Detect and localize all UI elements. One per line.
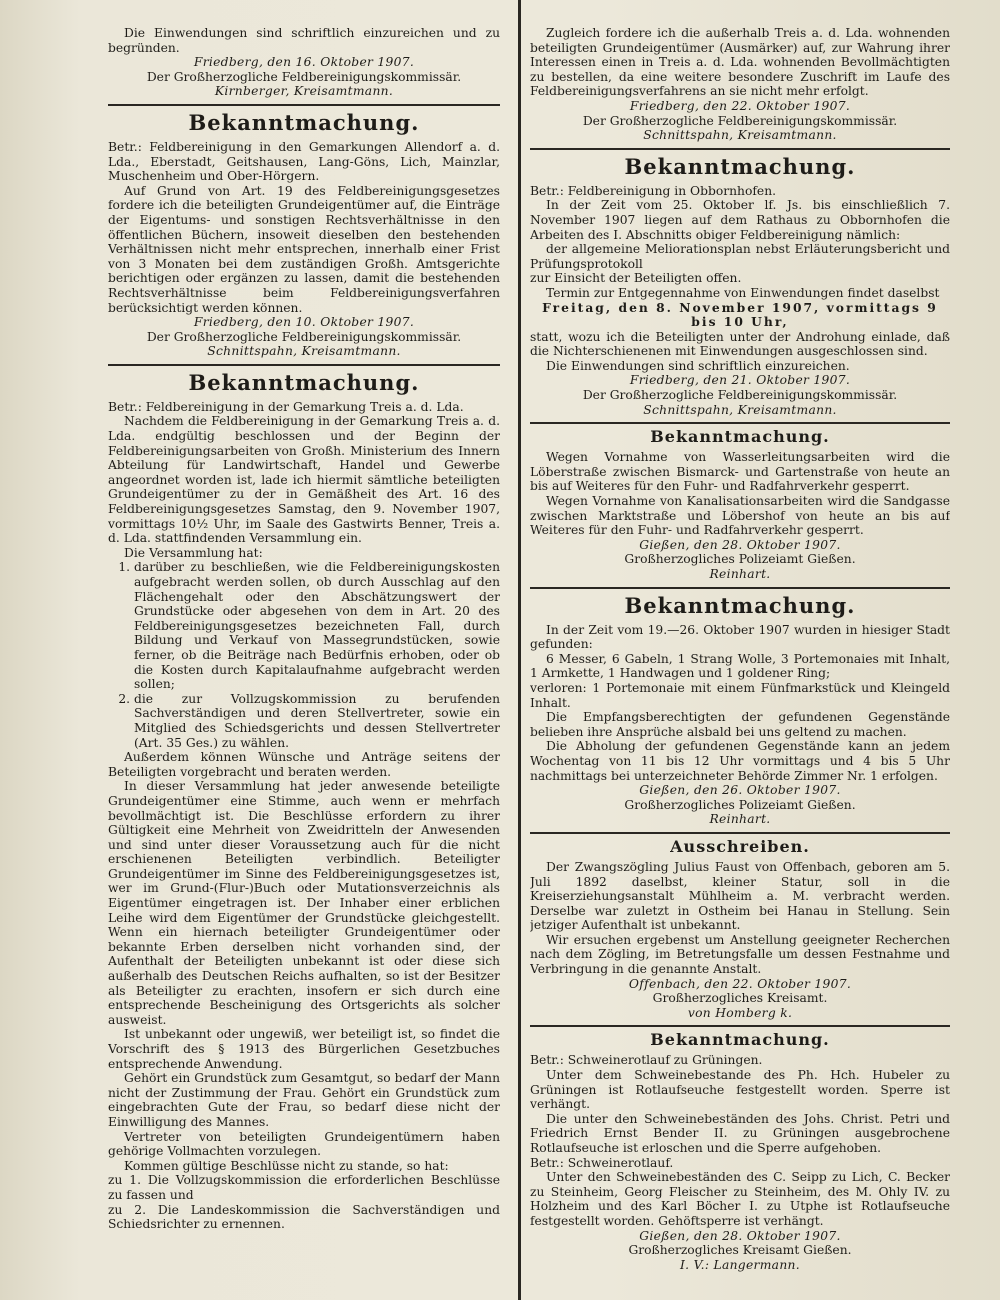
notice-paragraph: Termin zur Entgegennahme von Einwendungen findet daselbst — [546, 285, 940, 300]
notice-heading: Bekanntmachung. — [624, 592, 856, 618]
notice-signature: I. V.: Langermann. — [680, 1257, 800, 1272]
notice-paragraph: statt, wozu ich die Beteiligten unter der Androhung einlade, daß die Nichterschienenen mit Einwendungen ausgeschlossen sind. — [530, 329, 950, 359]
notice-paragraph: Ist unbekannt oder ungewiß, wer beteiligt ist, so findet die Vorschrift des § 1913 des Bürgerlichen Gesetzbuches entsprechende Anwendung. — [108, 1027, 500, 1071]
notice-date: Gießen, den 28. Oktober 1907. — [639, 537, 841, 552]
notice-heading: Bekanntmachung. — [188, 369, 420, 395]
notice-heading: Bekanntmachung. — [650, 1030, 830, 1050]
notice-paragraph: zu 1. Die Vollzugskommission die erforderlichen Beschlüsse zu fassen und — [108, 1173, 500, 1202]
hearing-date: Freitag, den 8. November 1907, vormittags 9 bis 10 Uhr, — [542, 299, 938, 330]
notice-subject: Betr.: Feldbereinigung in den Gemarkungen Allendorf a. d. Lda., Eberstadt, Geitshausen, Lang-Göns, Lich, Mainzlar, Muschenheim und Ober-Hörgern. — [108, 139, 500, 184]
notice-paragraph: In der Zeit vom 25. Oktober lf. Js. bis einschließlich 7. November 1907 liegen auf dem Rathaus zu Obbornhofen die Arbeiten des I. Abschnitts obiger Feldbereinigung nämlich: — [530, 198, 950, 242]
found-items: 6 Messer, 6 Gabeln, 1 Strang Wolle, 3 Portemonaies mit Inhalt, 1 Armkette, 1 Handwagen und 1 goldener Ring; — [530, 651, 950, 681]
notice-signature: Schnittspahn, Kreisamtmann. — [643, 402, 837, 417]
section-rule — [530, 1025, 950, 1027]
notice-date: Friedberg, den 10. Oktober 1907. — [193, 315, 415, 330]
notice-paragraph: Die Einwendungen sind schriftlich einzureichen. — [546, 358, 850, 373]
notice-office: Der Großherzogliche Feldbereinigungskommissär. — [582, 388, 898, 403]
notice-subject: Betr.: Schweinerotlauf. — [530, 1155, 674, 1170]
section-rule — [530, 587, 950, 589]
notice-signature: Schnittspahn, Kreisamtmann. — [207, 344, 401, 359]
notice-heading: Bekanntmachung. — [188, 109, 420, 135]
notice-signature: Kirnberger, Kreisamtmann. — [214, 84, 394, 99]
notice-paragraph: Wegen Vornahme von Wasserleitungsarbeiten wird die Löberstraße zwischen Bismarck- und Gartenstraße von heute an bis auf Weiteres für den Fuhr- und Radfahrverkehr gesperrt. — [530, 450, 950, 494]
column-divider — [518, 0, 521, 1300]
agenda-item: 1. darüber zu beschließen, wie die Feldbereinigungskosten aufgebracht werden sollen, ob durch Ausschlag auf den Flächengehalt oder den Abschätzungswert der Grundstücke oder abgesehen von dem in Art. 20 des Feldbereinigungsgesetzes bezeichneten Fall, durch Bildung und Verkauf von Massegrundstücken, sowie ferner, ob die Beiträge nach Bedürfnis erhoben, oder ob die Kosten durch Kapitalaufnahme aufgebracht werden sollen; — [134, 560, 500, 691]
agenda-list — [108, 560, 500, 750]
notice-date: Offenbach, den 22. Oktober 1907. — [628, 976, 852, 991]
notice-date: Gießen, den 26. Oktober 1907. — [639, 783, 841, 798]
right-column — [530, 26, 950, 1296]
notice-paragraph: Außerdem können Wünsche und Anträge seitens der Beteiligten vorgebracht und beraten werden. — [108, 750, 500, 779]
notice-paragraph: Unter dem Schweinebestande des Ph. Hch. Hubeler zu Grüningen ist Rotlaufseuche festgestellt worden. Sperre ist verhängt. — [530, 1068, 950, 1112]
notice-office: Der Großherzogliche Feldbereinigungskommissär. — [146, 69, 462, 84]
notice-subject: Betr.: Schweinerotlauf zu Grüningen. — [530, 1053, 763, 1068]
notice-signature: von Homberg k. — [687, 1005, 793, 1020]
notice-signature: Reinhart. — [709, 567, 771, 581]
notice-signature: Reinhart. — [709, 812, 771, 827]
notice-office: Der Großherzogliche Feldbereinigungskommissär. — [582, 113, 898, 128]
notice-date: Friedberg, den 22. Oktober 1907. — [629, 98, 851, 113]
notice-paragraph: Unter den Schweinebeständen des C. Seipp zu Lich, C. Becker zu Steinheim, Georg Fleischer zu Steinheim, des M. Ohly IV. zu Holzheim und des Karl Böcher I. zu Utphe ist Rotlaufseuche festgestellt worden. Gehöftsperre ist verhängt. — [530, 1170, 950, 1228]
notice-heading: Bekanntmachung. — [650, 427, 830, 447]
notice-paragraph: Zugleich fordere ich die außerhalb Treis a. d. Lda. wohnenden beteiligten Grundeigentümer (Ausmärker) auf, zur Wahrung ihrer Interessen einen in Treis a. d. Lda. wohnenden Bevollmächtigten zu bestellen, da eine weitere besondere Zuschrift im Laufe des Feldbereinigungsverfahrens an sie nicht mehr erfolgt. — [530, 26, 950, 99]
section-rule — [108, 364, 500, 366]
notice-paragraph: In der Zeit vom 19.—26. Oktober 1907 wurden in hiesiger Stadt gefunden: — [530, 622, 950, 652]
section-rule — [108, 104, 500, 106]
notice-office: Großherzogliches Kreisamt. — [652, 991, 828, 1006]
left-column — [108, 26, 500, 1296]
notice-paragraph: Wir ersuchen ergebenst um Anstellung geeigneter Recherchen nach dem Zögling, im Betretungsfalle um dessen Festnahme und Verbringung in die genannte Anstalt. — [530, 932, 950, 977]
notice-office: Der Großherzogliche Feldbereinigungskommissär. — [146, 329, 462, 344]
section-rule — [530, 148, 950, 150]
notice-subject: Betr.: Feldbereinigung in Obbornhofen. — [530, 183, 777, 198]
notice-office: Großherzogliches Polizeiamt Gießen. — [624, 552, 856, 567]
notice-office: Großherzogliches Polizeiamt Gießen. — [624, 797, 856, 812]
notice-heading: Bekanntmachung. — [624, 153, 856, 179]
notice-paragraph: der allgemeine Meliorationsplan nebst Erläuterungsbericht und Prüfungsprotokoll — [530, 242, 950, 271]
lost-items: verloren: 1 Portemonaie mit einem Fünfmarkstück und Kleingeld Inhalt. — [530, 680, 950, 710]
section-rule — [530, 422, 950, 424]
notice-paragraph: Gehört ein Grundstück zum Gesamtgut, so bedarf der Mann nicht der Zustimmung der Frau. Gehört ein Grundstück zum eingebrachten Gute der Frau, so bedarf diese nicht der Einwilligung des Mannes. — [108, 1071, 500, 1129]
notice-date: Friedberg, den 16. Oktober 1907. — [193, 55, 415, 70]
notice-subject: Betr.: Feldbereinigung in der Gemarkung Treis a. d. Lda. — [108, 399, 464, 414]
notice-paragraph: Die Empfangsberechtigten der gefundenen Gegenstände belieben ihre Ansprüche alsbald bei uns geltend zu machen. — [530, 710, 950, 739]
notice-paragraph: Wegen Vornahme von Kanalisationsarbeiten wird die Sandgasse zwischen Marktstraße und Löbershof von heute an bis auf Weiteres für den Fuhr- und Radfahrverkehr gesperrt. — [530, 494, 950, 538]
section-rule — [530, 832, 950, 834]
notice-paragraph: Die Abholung der gefundenen Gegenstände kann an jedem Wochentag von 11 bis 12 Uhr vormittags und 4 bis 5 Uhr nachmittags bei unterzeichneter Behörde Zimmer Nr. 1 erfolgen. — [530, 739, 950, 783]
objections-note: Die Einwendungen sind schriftlich einzureichen und zu begründen. — [108, 26, 500, 55]
notice-paragraph: zur Einsicht der Beteiligten offen. — [530, 271, 742, 286]
notice-paragraph: Nachdem die Feldbereinigung in der Gemarkung Treis a. d. Lda. endgültig beschlossen und der Beginn der Feldbereinigungsarbeiten von Großh. Ministerium des Innern Abteilung für Landwirtschaft, Handel und Gewerbe angeordnet worden ist, lade ich hiermit sämtliche beteiligten Grundeigentümer zu der in Gemäßheit des Art. 16 des Feldbereinigungsgesetzes Samstag, den 9. November 1907, vormittags 10½ Uhr, im Saale des Gastwirts Benner, Treis a. d. Lda. stattfindenden Versammlung ein. — [108, 414, 500, 546]
notice-paragraph: Kommen gültige Beschlüsse nicht zu stande, so hat: — [124, 1158, 449, 1173]
notice-body: Auf Grund von Art. 19 des Feldbereinigungsgesetzes fordere ich die beteiligten Grundeigentümer auf, die Einträge der Eigentums- und sonstigen Rechtsverhältnisse in den öffentlichen Büchern, insoweit dieselben den bestehenden Verhältnissen nicht mehr entsprechen, innerhalb einer Frist von 3 Monaten bei dem zuständigen Großh. Amtsgerichte berichtigen oder ergänzen zu lassen, damit die bestehenden Rechtsverhältnisse beim Feldbereinigungsverfahren berücksichtigt werden können. — [108, 183, 500, 315]
notice-paragraph: Die Versammlung hat: — [124, 545, 263, 560]
agenda-item: 2. die zur Vollzugskommission zu berufenden Sachverständigen und deren Stellvertreter, sowie ein Mitglied des Schiedsgerichts und dessen Stellvertreter (Art. 35 Ges.) zu wählen. — [134, 692, 500, 750]
notice-paragraph: In dieser Versammlung hat jeder anwesende beteiligte Grundeigentümer eine Stimme, auch wenn er mehrfach bevollmächtigt ist. Die Beschlüsse erfordern zu ihrer Gültigkeit eine Mehrheit von Zweidritteln der Anwesenden und sind unter dieser Voraussetzung auch für die nicht erschienenen Beteiligten verbindlich. Beteiligter Grundeigentümer im Sinne des Feldbereinigungsgesetzes ist, wer im Grund-(Flur-)Buch oder Mutationsverzeichnis als Eigentümer eingetragen ist. Der Inhaber einer erblichen Leihe wird dem Eigentümer der Grundstücke gleichgestellt. Wenn ein hiernach beteiligter Grundeigentümer oder bekannte Erben derselben nicht vorhanden sind, der Aufenthalt der Beteiligten unbekannt ist oder diese sich außerhalb des Deutschen Reichs aufhalten, so ist der Besitzer als Beteiligter zu erachten, insofern er sich durch eine entsprechende Bescheinigung des Ortsgerichts als solcher ausweist. — [108, 779, 500, 1027]
notice-paragraph: Der Zwangszögling Julius Faust von Offenbach, geboren am 5. Juli 1892 daselbst, kleiner Statur, soll in die Kreiserziehungsanstalt Mühlheim a. M. verbracht werden. Derselbe war zuletzt in Ostheim bei Hanau in Stellung. Sein jetziger Aufenthalt ist unbekannt. — [530, 859, 950, 933]
notice-heading: Ausschreiben. — [670, 836, 810, 856]
notice-date: Gießen, den 28. Oktober 1907. — [639, 1228, 841, 1243]
notice-paragraph: Vertreter von beteiligten Grundeigentümern haben gehörige Vollmachten vorzulegen. — [108, 1129, 500, 1159]
notice-date: Friedberg, den 21. Oktober 1907. — [629, 373, 851, 388]
notice-signature: Schnittspahn, Kreisamtmann. — [643, 128, 837, 143]
notice-paragraph: zu 2. Die Landeskommission die Sachverständigen und Schiedsrichter zu ernennen. — [108, 1202, 500, 1232]
notice-office: Großherzogliches Kreisamt Gießen. — [628, 1243, 852, 1258]
notice-paragraph: Die unter den Schweinebeständen des Johs. Christ. Petri und Friedrich Ernst Bender II. zu Grüningen ausgebrochene Rotlaufseuche ist erloschen und die Sperre aufgehoben. — [530, 1111, 950, 1155]
